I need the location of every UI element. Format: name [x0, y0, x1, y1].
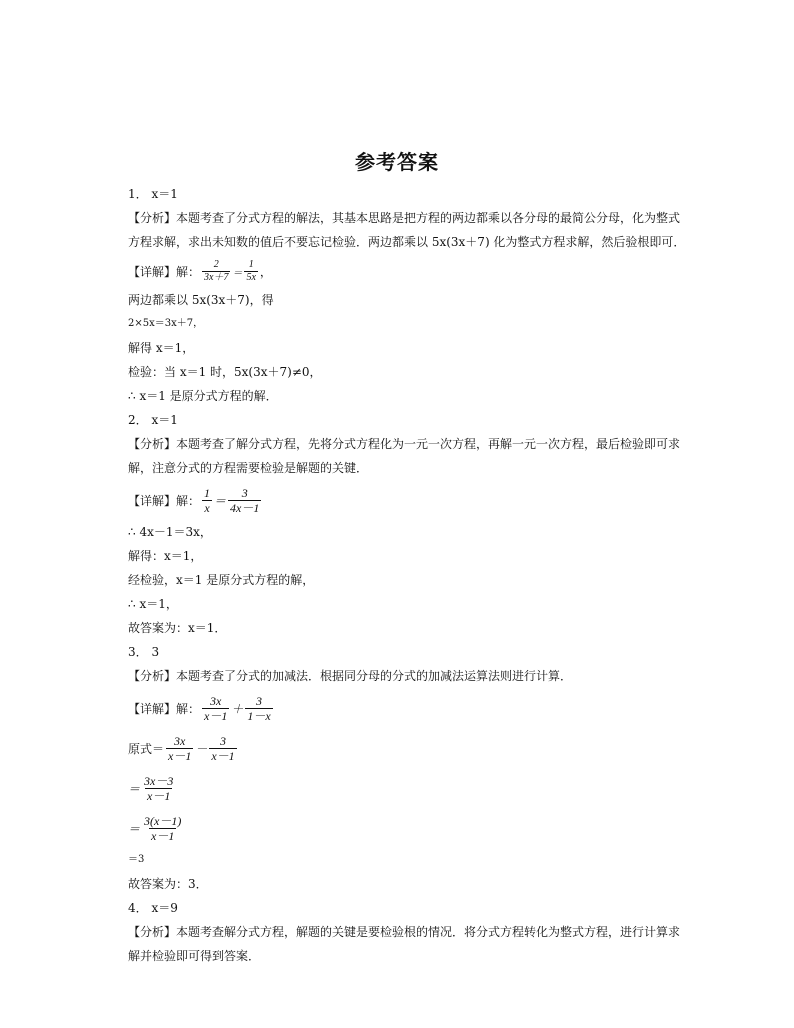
q3-answer: 3． 3 [128, 645, 160, 659]
q2-frac1-numerator: 1 [204, 485, 211, 500]
q3-step3-fraction [142, 814, 183, 843]
q1-frac1-denominator: 3x＋7 [204, 271, 229, 283]
q3-detail-fraction-2 [245, 694, 272, 723]
q2-detail-label: 【详解】解： [128, 493, 201, 508]
q1-step5: ∴ x＝1 是原分式方程的解． [128, 389, 278, 403]
q1-frac2-denominator: 5x [246, 271, 256, 283]
q2-equals: ＝ [214, 493, 227, 508]
q3-d-denominator-1: x－1 [204, 708, 228, 723]
q3-d-denominator-2: 1－x [247, 708, 271, 723]
q2-frac1-denominator: x [204, 500, 210, 515]
q3-analysis: 【分析】本题考查了分式的加减法．根据同分母的分式的加减法运算法则进行计算． [128, 669, 573, 683]
q3-step2-equals: ＝ [128, 781, 141, 796]
q2-answer: 2． x＝1 [128, 413, 178, 427]
q2-frac2-denominator: 4x－1 [230, 500, 260, 515]
q3-detail-plus: ＋ [231, 701, 244, 716]
q1-frac2-numerator: 1 [248, 258, 254, 270]
q3-original-fraction-1 [166, 734, 193, 763]
q3-step4: ＝3 [128, 854, 145, 865]
q1-step2: 2×5x＝3x＋7， [128, 318, 204, 329]
q3-step2-denominator: x－1 [147, 788, 171, 803]
q3-step2 [128, 768, 713, 808]
q2-step5: 故答案为：x＝1． [128, 621, 227, 635]
q2-step1: ∴ 4x－1＝3x， [128, 525, 212, 539]
q1-answer: 1． x＝1 [128, 187, 178, 201]
q3-step3-equals: ＝ [128, 821, 141, 836]
q3-original-fraction-2 [209, 734, 236, 763]
q2-detail [128, 480, 713, 520]
q1-detail-label: 【详解】解： [128, 264, 201, 279]
q2-analysis-line1: 【分析】本题考查了解分式方程，先将分式方程化为一元一次方程，再解一元一次方程，最后检验即可求 [128, 437, 681, 451]
q3-final: 故答案为：3． [128, 877, 208, 891]
q4-answer: 4． x＝9 [128, 901, 178, 915]
q1-equals: ＝ [232, 267, 243, 279]
q3-step2-fraction [142, 774, 175, 803]
q3-original-minus: － [195, 741, 208, 756]
q1-step1: 两边都乘以 5x(3x＋7)，得 [128, 293, 274, 307]
q1-analysis-line2: 方程求解，求出未知数的值后不要忘记检验．两边都乘以 5x(3x＋7) 化为整式方程求解，然后验根即可． [128, 235, 686, 249]
q3-detail-fraction-1 [202, 694, 229, 723]
q3-original-label: 原式＝ [128, 741, 165, 756]
q2-step2: 解得：x＝1， [128, 549, 203, 563]
q3-step2-numerator: 3x－3 [144, 773, 174, 788]
q3-step3-numerator: 3(x－1) [144, 813, 182, 828]
q1-fraction-left [202, 259, 230, 284]
q2-analysis-line2: 解，注意分式的方程需要检验是解题的关键． [128, 461, 369, 475]
q3-d-numerator-2: 3 [256, 693, 263, 708]
q2-fraction-right [228, 486, 261, 515]
q1-fraction-right [244, 259, 257, 284]
q3-o-numerator-1: 3x [174, 733, 186, 748]
q2-frac2-numerator: 3 [241, 485, 248, 500]
q2-step3: 经检验，x＝1 是原分式方程的解， [128, 573, 315, 587]
q3-detail-label: 【详解】解： [128, 701, 201, 716]
q3-o-denominator-2: x－1 [211, 748, 235, 763]
q1-step3: 解得 x＝1， [128, 341, 195, 355]
q3-step3 [128, 808, 713, 848]
q1-analysis-line1: 【分析】本题考查了分式方程的解法，其基本思路是把方程的两边都乘以各分母的最简公分母，化为整式 [128, 211, 681, 225]
q3-o-denominator-1: x－1 [168, 748, 192, 763]
q2-fraction-left [202, 486, 212, 515]
q4-analysis-line2: 解并检验即可得到答案． [128, 949, 261, 963]
q3-step3-denominator: x－1 [151, 828, 175, 843]
q1-step4: 检验：当 x＝1 时，5x(3x＋7)≠0， [128, 365, 322, 379]
q3-o-numerator-2: 3 [220, 733, 227, 748]
answers-content [128, 182, 713, 968]
q3-original [128, 728, 713, 768]
q3-d-numerator-1: 3x [210, 693, 222, 708]
q1-detail [128, 254, 713, 288]
q1-comma: ， [259, 264, 272, 279]
page-title: 参考答案 [355, 150, 439, 174]
q1-frac1-numerator: 2 [213, 258, 219, 270]
q3-detail [128, 688, 713, 728]
q2-step4: ∴ x＝1， [128, 597, 178, 611]
q4-analysis-line1: 【分析】本题考查解分式方程，解题的关键是要检验根的情况．将分式方程转化为整式方程，进行计算求 [128, 925, 681, 939]
